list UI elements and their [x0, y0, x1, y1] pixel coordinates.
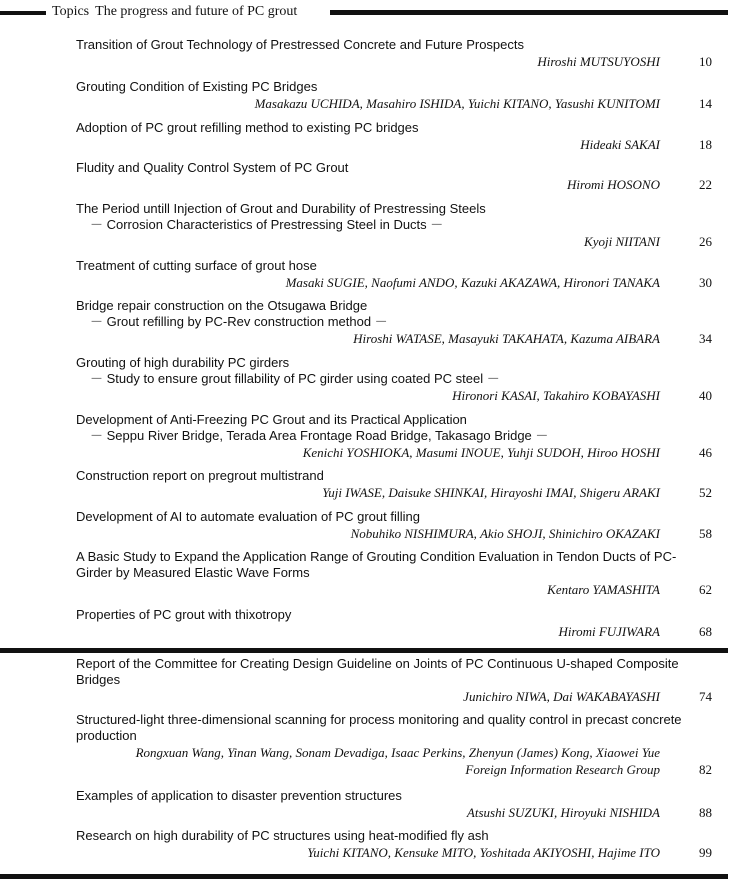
toc-entry[interactable]	[76, 468, 712, 501]
page-number: 52	[699, 485, 712, 500]
article-authors: Foreign Information Research Group	[465, 762, 660, 777]
section-title: The progress and future of PC grout	[95, 4, 298, 19]
author-row	[76, 744, 712, 761]
article-authors: Kenichi YOSHIOKA, Masumi INOUE, Yuhji SUDOH, Hiroo HOSHI	[302, 445, 660, 460]
article-title: Adoption of PC grout refilling method to existing PC bridges	[76, 120, 419, 135]
author-row	[76, 95, 712, 112]
author-row	[76, 176, 712, 193]
article-title: Transition of Grout Technology of Prestressed Concrete and Future Prospects	[76, 37, 525, 52]
author-row	[76, 581, 712, 598]
article-title: Grouting Condition of Existing PC Bridges	[76, 79, 318, 94]
author-row	[76, 688, 712, 705]
article-subtitle: － Corrosion Characteristics of Prestressing Steel in Ducts －	[90, 217, 444, 232]
page-number: 82	[699, 762, 712, 777]
article-authors: Masakazu UCHIDA, Masahiro ISHIDA, Yuichi KITANO, Yasushi KUNITOMI	[254, 96, 660, 111]
author-row	[76, 53, 712, 70]
article-subtitle: － Seppu River Bridge, Terada Area Frontage Road Bridge, Takasago Bridge －	[90, 428, 549, 443]
article-authors: Hideaki SAKAI	[580, 137, 660, 152]
section-label: Topics	[52, 4, 90, 19]
section-heading	[52, 4, 297, 20]
page-number: 10	[699, 54, 712, 69]
article-subtitle: － Grout refilling by PC-Rev construction method －	[90, 314, 388, 329]
article-title: Construction report on pregrout multistrand	[76, 468, 324, 483]
article-title: Examples of application to disaster prevention structures	[76, 788, 402, 803]
author-row	[76, 623, 712, 640]
article-title: Grouting of high durability PC girders	[76, 355, 290, 370]
bottom-rule	[0, 874, 728, 879]
section-divider	[0, 648, 728, 653]
page-number: 26	[699, 234, 712, 249]
toc-entry[interactable]	[76, 656, 712, 705]
toc-entry[interactable]	[76, 355, 712, 404]
author-row	[76, 484, 712, 501]
article-authors: Hiromi HOSONO	[566, 177, 660, 192]
page-number: 22	[699, 177, 712, 192]
toc-entry[interactable]	[76, 712, 712, 778]
article-title: Report of the Committee for Creating Design Guideline on Joints of PC Continuous U-shaped Composite Bridges	[76, 656, 679, 687]
toc-entry[interactable]	[76, 201, 712, 250]
author-row	[76, 525, 712, 542]
article-title: Treatment of cutting surface of grout hose	[76, 258, 317, 273]
article-authors: Rongxuan Wang, Yinan Wang, Sonam Devadiga, Isaac Perkins, Zhenyun (James) Kong, Xiaowei Yue	[135, 745, 660, 760]
page-number: 18	[699, 137, 712, 152]
toc-entry[interactable]	[76, 549, 712, 598]
toc-entry[interactable]	[76, 79, 712, 112]
article-authors: Yuji IWASE, Daisuke SHINKAI, Hirayoshi IMAI, Shigeru ARAKI	[322, 485, 660, 500]
article-title: Properties of PC grout with thixotropy	[76, 607, 292, 622]
page-number: 30	[699, 275, 712, 290]
author-row	[76, 274, 712, 291]
article-title: The Period untill Injection of Grout and Durability of Prestressing Steels	[76, 201, 486, 216]
article-authors: Kyoji NIITANI	[584, 234, 660, 249]
article-title: Development of Anti-Freezing PC Grout and its Practical Application	[76, 412, 467, 427]
toc-entry[interactable]	[76, 160, 712, 193]
page-number: 14	[699, 96, 712, 111]
toc-entry[interactable]	[76, 412, 712, 461]
article-title: Bridge repair construction on the Otsugawa Bridge	[76, 298, 368, 313]
author-row	[76, 233, 712, 250]
page-number: 68	[699, 624, 712, 639]
article-authors: Hiroshi WATASE, Masayuki TAKAHATA, Kazuma AIBARA	[353, 331, 660, 346]
page-number: 74	[699, 689, 712, 704]
article-title: A Basic Study to Expand the Application Range of Grouting Condition Evaluation in Tendon Ducts of PC-Girder by Measured Elastic Wave Forms	[76, 549, 677, 580]
article-title: Research on high durability of PC structures using heat-modified fly ash	[76, 828, 489, 843]
toc-entry[interactable]	[76, 607, 712, 640]
article-title: Structured-light three-dimensional scanning for process monitoring and quality control in precast concrete production	[76, 712, 682, 743]
article-authors: Hiromi FUJIWARA	[558, 624, 660, 639]
article-authors: Yuichi KITANO, Kensuke MITO, Yoshitada AKIYOSHI, Hajime ITO	[307, 845, 660, 860]
toc-entry[interactable]	[76, 37, 712, 70]
article-authors: Masaki SUGIE, Naofumi ANDO, Kazuki AKAZAWA, Hironori TANAKA	[285, 275, 660, 290]
article-authors: Nobuhiko NISHIMURA, Akio SHOJI, Shinichiro OKAZAKI	[350, 526, 660, 541]
article-authors: Hironori KASAI, Takahiro KOBAYASHI	[452, 388, 660, 403]
toc-entry[interactable]	[76, 258, 712, 291]
author-row	[76, 136, 712, 153]
page-number: 99	[699, 845, 712, 860]
article-authors: Junichiro NIWA, Dai WAKABAYASHI	[463, 689, 660, 704]
page-number: 62	[699, 582, 712, 597]
header-rule-left	[0, 11, 46, 15]
page-number: 34	[699, 331, 712, 346]
page-number: 40	[699, 388, 712, 403]
author-row	[76, 330, 712, 347]
toc-entry[interactable]	[76, 298, 712, 347]
author-row	[76, 844, 712, 861]
article-subtitle: － Study to ensure grout fillability of PC girder using coated PC steel －	[90, 371, 500, 386]
toc-entry[interactable]	[76, 788, 712, 821]
topics-header-bar	[0, 4, 728, 20]
header-rule-right	[330, 10, 728, 15]
toc-entry[interactable]	[76, 120, 712, 153]
article-authors: Atsushi SUZUKI, Hiroyuki NISHIDA	[466, 805, 660, 820]
author-row	[76, 387, 712, 404]
author-row	[76, 444, 712, 461]
toc-entry[interactable]	[76, 828, 712, 861]
article-authors: Kentaro YAMASHITA	[547, 582, 660, 597]
author-row	[76, 804, 712, 821]
article-title: Development of AI to automate evaluation of PC grout filling	[76, 509, 420, 524]
page-number: 58	[699, 526, 712, 541]
toc-entry[interactable]	[76, 509, 712, 542]
author-row	[76, 761, 712, 778]
page-number: 88	[699, 805, 712, 820]
page-number: 46	[699, 445, 712, 460]
article-authors: Hiroshi MUTSUYOSHI	[537, 54, 660, 69]
article-title: Fludity and Quality Control System of PC Grout	[76, 160, 349, 175]
